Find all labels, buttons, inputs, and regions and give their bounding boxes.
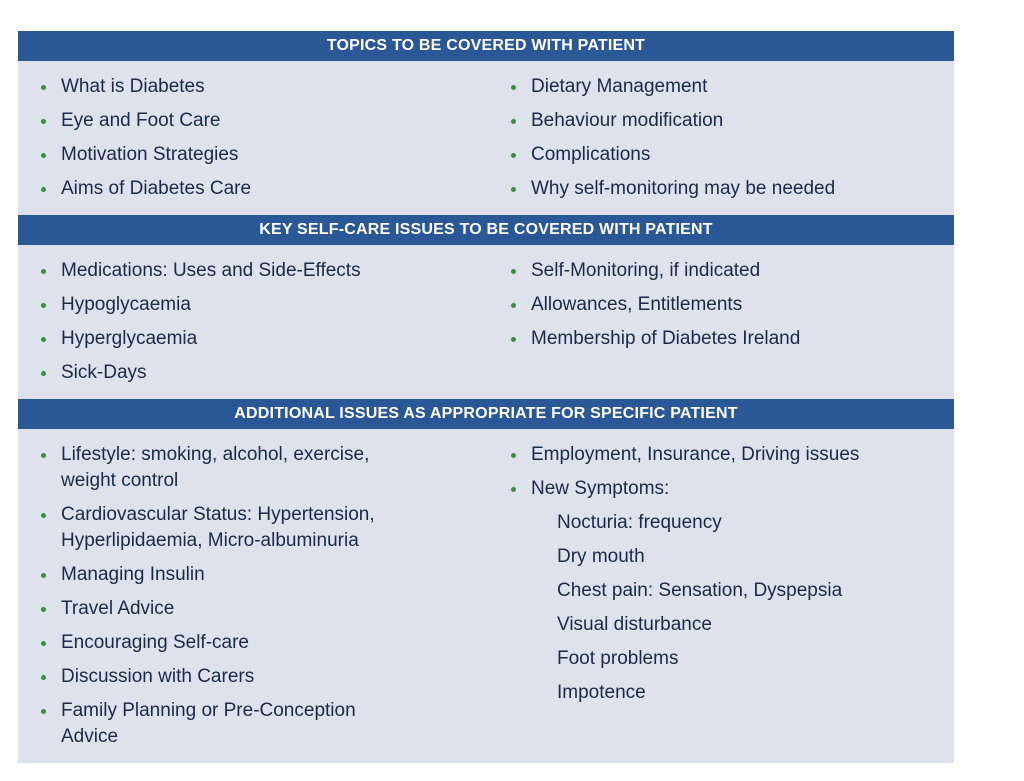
list-item: Discussion with Carers <box>39 664 509 690</box>
bullet-icon <box>511 119 516 124</box>
list-item: Complications <box>509 142 949 168</box>
bullet-icon <box>511 453 516 458</box>
section-body-additional-issues <box>18 429 954 763</box>
right-column <box>509 258 949 399</box>
bullet-icon <box>41 573 46 578</box>
bullet-icon <box>511 85 516 90</box>
symptom-item: Foot problems <box>557 648 679 669</box>
symptom-item: Dry mouth <box>557 546 645 567</box>
bullet-icon <box>511 337 516 342</box>
left-column <box>39 442 509 763</box>
list-item: Lifestyle: smoking, alcohol, exercise, weight control <box>39 442 509 494</box>
bullet-icon <box>41 269 46 274</box>
list-item: Employment, Insurance, Driving issues <box>509 442 949 468</box>
list-item: Membership of Diabetes Ireland <box>509 326 949 352</box>
list-item: Family Planning or Pre-Conception Advice <box>39 698 509 750</box>
section-header-key-self-care <box>18 215 954 245</box>
symptom-item: Visual disturbance <box>557 614 712 635</box>
list-item: Encouraging Self-care <box>39 630 509 656</box>
bullet-icon <box>41 641 46 646</box>
list-item: Behaviour modification <box>509 108 949 134</box>
bullet-icon <box>41 371 46 376</box>
list-item: Eye and Foot Care <box>39 108 509 134</box>
list-item: Sick-Days <box>39 360 509 386</box>
list-item: Aims of Diabetes Care <box>39 176 509 202</box>
section-header-additional-issues <box>18 399 954 429</box>
section-body-key-self-care <box>18 245 954 399</box>
bullet-icon <box>41 709 46 714</box>
bullet-icon <box>41 85 46 90</box>
bullet-icon <box>41 607 46 612</box>
list-item: Self-Monitoring, if indicated <box>509 258 949 284</box>
diabetes-education-table <box>18 31 954 763</box>
list-item: Hyperglycaemia <box>39 326 509 352</box>
right-column <box>509 74 949 215</box>
list-item: Dietary Management <box>509 74 949 100</box>
symptom-item: Impotence <box>557 682 646 703</box>
list-item: Cardiovascular Status: Hypertension, Hyperlipidaemia, Micro-albuminuria <box>39 502 509 554</box>
bullet-icon <box>41 453 46 458</box>
bullet-icon <box>41 119 46 124</box>
bullet-icon <box>511 269 516 274</box>
left-column <box>39 74 509 215</box>
symptom-item: Chest pain: Sensation, Dyspepsia <box>557 580 843 601</box>
list-item: Managing Insulin <box>39 562 509 588</box>
bullet-icon <box>511 487 516 492</box>
bullet-icon <box>511 153 516 158</box>
list-item: Medications: Uses and Side-Effects <box>39 258 509 284</box>
symptom-item: Nocturia: frequency <box>557 512 722 533</box>
list-item: Hypoglycaemia <box>39 292 509 318</box>
list-item: What is Diabetes <box>39 74 509 100</box>
bullet-icon <box>41 675 46 680</box>
list-item: Why self-monitoring may be needed <box>509 176 949 202</box>
list-item: Allowances, Entitlements <box>509 292 949 318</box>
bullet-icon <box>511 303 516 308</box>
section-title: KEY SELF-CARE ISSUES TO BE COVERED WITH PATIENT <box>259 221 713 238</box>
bullet-icon <box>41 303 46 308</box>
list-item: Motivation Strategies <box>39 142 509 168</box>
left-column <box>39 258 509 399</box>
bullet-icon <box>41 187 46 192</box>
right-column <box>509 442 949 763</box>
section-title: TOPICS TO BE COVERED WITH PATIENT <box>326 37 646 54</box>
bullet-icon <box>41 513 46 518</box>
list-item: New Symptoms: <box>509 476 949 502</box>
section-body-topics <box>18 61 954 215</box>
list-item: Travel Advice <box>39 596 509 622</box>
bullet-icon <box>511 187 516 192</box>
bullet-icon <box>41 153 46 158</box>
section-title: ADDITIONAL ISSUES AS APPROPRIATE FOR SPECIFIC PATIENT <box>234 405 738 422</box>
section-header-topics <box>18 31 954 61</box>
bullet-icon <box>41 337 46 342</box>
